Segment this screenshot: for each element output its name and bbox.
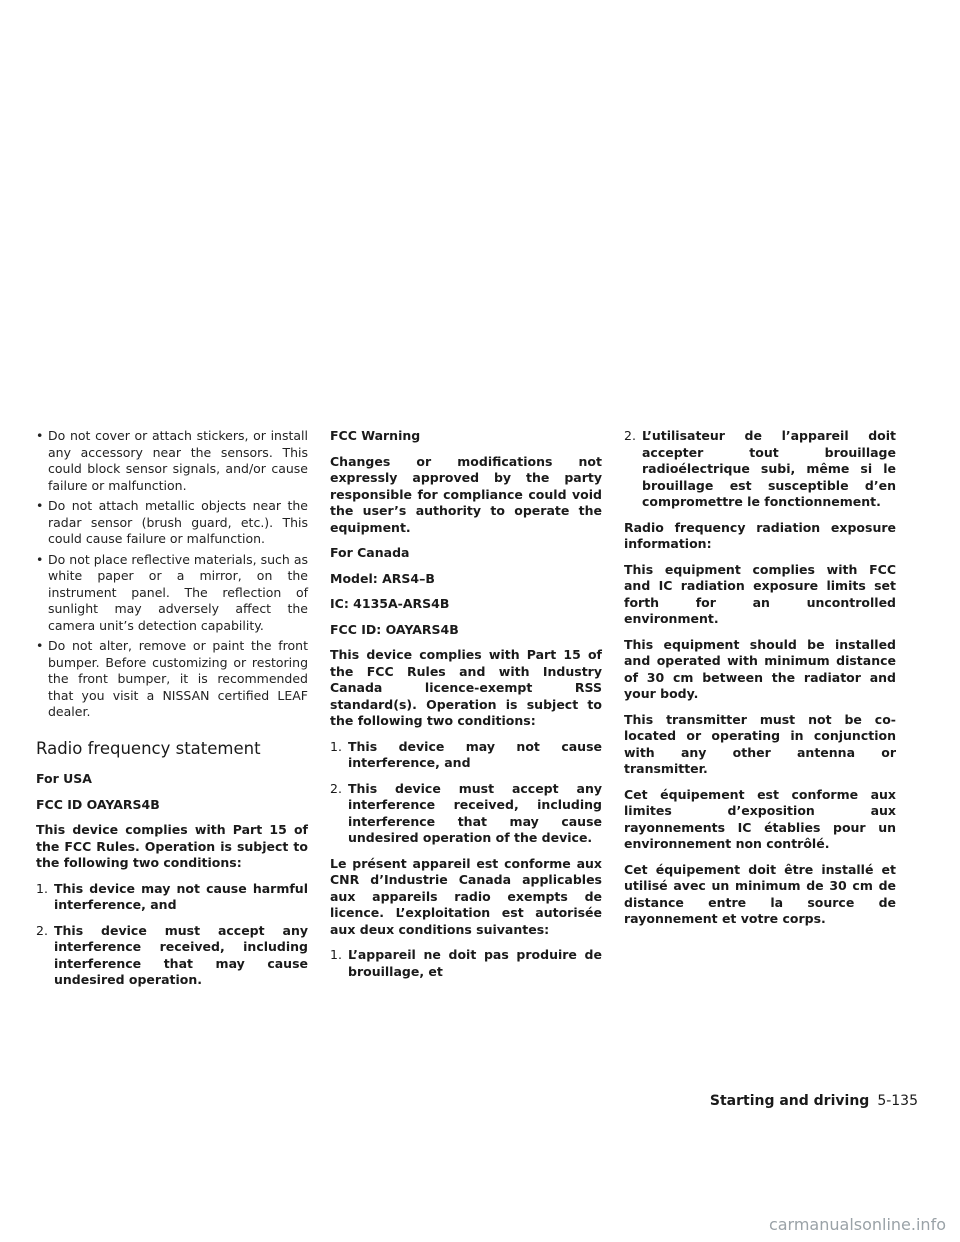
caution-item: • Do not place reflective materials, such as white paper or a mirror, on the instrument panel. The reflection of sunlight may adversely affect the camera unit’s detection capability. <box>36 552 308 635</box>
item-text: This device may not cause harmful interference, and <box>54 880 308 912</box>
item-text: L’utilisateur de l’appareil doit accepter tout brouillage radioélectrique subi, même si le brouillage est susceptible d’en compromettre le fonctionnement. <box>642 428 896 509</box>
usa-label: For USA <box>36 771 92 786</box>
rf-paragraph: This transmitter must not be co-located or operating in conjunction with any other antenna or transmitter. <box>624 711 896 776</box>
french-compliance: Le présent appareil est conforme aux CNR d’Industrie Canada applicables aux appareils radio exempts de licence. L’exploitation est autorisée aux deux conditions suivantes: <box>330 855 602 937</box>
footer-section-title: Starting and driving <box>709 1093 870 1109</box>
french-condition-1 <box>330 947 602 980</box>
page-footer <box>710 1093 918 1109</box>
column-middle <box>330 428 602 989</box>
item-number: 1. <box>330 947 342 962</box>
caution-item: • Do not cover or attach stickers, or install any accessory near the sensors. This could block sensor signals, and/or cause failure or malfunction. <box>36 428 308 494</box>
column-right <box>624 428 896 937</box>
canada-fcc-id: FCC ID: OAYARS4B <box>330 621 459 637</box>
usa-condition-2 <box>36 923 308 989</box>
item-number: 1. <box>330 738 342 754</box>
rf-paragraph: Cet équipement est conforme aux limites d’exposition aux rayonnements IC établies pour un environnement non contrôlé. <box>624 786 896 851</box>
fcc-warning-text: Changes or modifications not expressly approved by the party responsible for compliance could void the user’s authority to operate the equipment. <box>330 453 602 535</box>
rf-paragraph: This equipment should be installed and operated with minimum distance of 30 cm between the radiator and your body. <box>624 636 896 701</box>
rf-paragraph: Cet équipement doit être installé et utilisé avec un minimum de 30 cm de distance entre la source de rayonnement et votre corps. <box>624 861 896 926</box>
rf-paragraph: This equipment complies with FCC and IC radiation exposure limits set forth for an uncontrolled environment. <box>624 561 896 626</box>
canada-label: For Canada <box>330 545 410 560</box>
item-text: This device must accept any interference received, including interference that may cause undesired operation of the device. <box>348 780 602 845</box>
item-text: This device may not cause interference, and <box>348 738 602 770</box>
usa-condition-1 <box>36 881 308 914</box>
canada-condition-1 <box>330 739 602 772</box>
french-condition-2 <box>624 428 896 511</box>
caution-item: • Do not alter, remove or paint the front bumper. Before customizing or restoring the front bumper, it is recommended that you visit a NISSAN certified LEAF dealer. <box>36 638 308 721</box>
section-heading: Radio frequency statement <box>36 738 261 758</box>
rf-exposure-title: Radio frequency radiation exposure information: <box>624 519 896 551</box>
watermark: carmanualsonline.info <box>768 1215 946 1234</box>
canada-condition-2 <box>330 781 602 847</box>
canada-compliance: This device complies with Part 15 of the FCC Rules and with Industry Canada licence-exempt RSS standard(s). Operation is subject to the following two conditions: <box>330 647 602 728</box>
fcc-warning-title: FCC Warning <box>330 428 421 443</box>
item-number: 2. <box>330 780 342 796</box>
caution-list <box>36 428 308 721</box>
ic-number: IC: 4135A-ARS4B <box>330 596 450 611</box>
page-number: 5-135 <box>877 1093 918 1109</box>
item-text: L’appareil ne doit pas produire de brouillage, et <box>348 947 602 979</box>
caution-item: • Do not attach metallic objects near the radar sensor (brush guard, etc.). This could cause failure or malfunction. <box>36 498 308 548</box>
usa-compliance: This device complies with Part 15 of the FCC Rules. Operation is subject to the following two conditions: <box>36 822 308 870</box>
item-text: This device must accept any interference received, including interference that may cause undesired operation. <box>54 922 308 987</box>
usa-fcc-id: FCC ID OAYARS4B <box>36 796 160 812</box>
item-number: 1. <box>36 880 48 896</box>
item-number: 2. <box>624 428 636 443</box>
item-number: 2. <box>36 922 48 938</box>
column-left <box>36 428 308 998</box>
model-number: Model: ARS4–B <box>330 570 435 586</box>
